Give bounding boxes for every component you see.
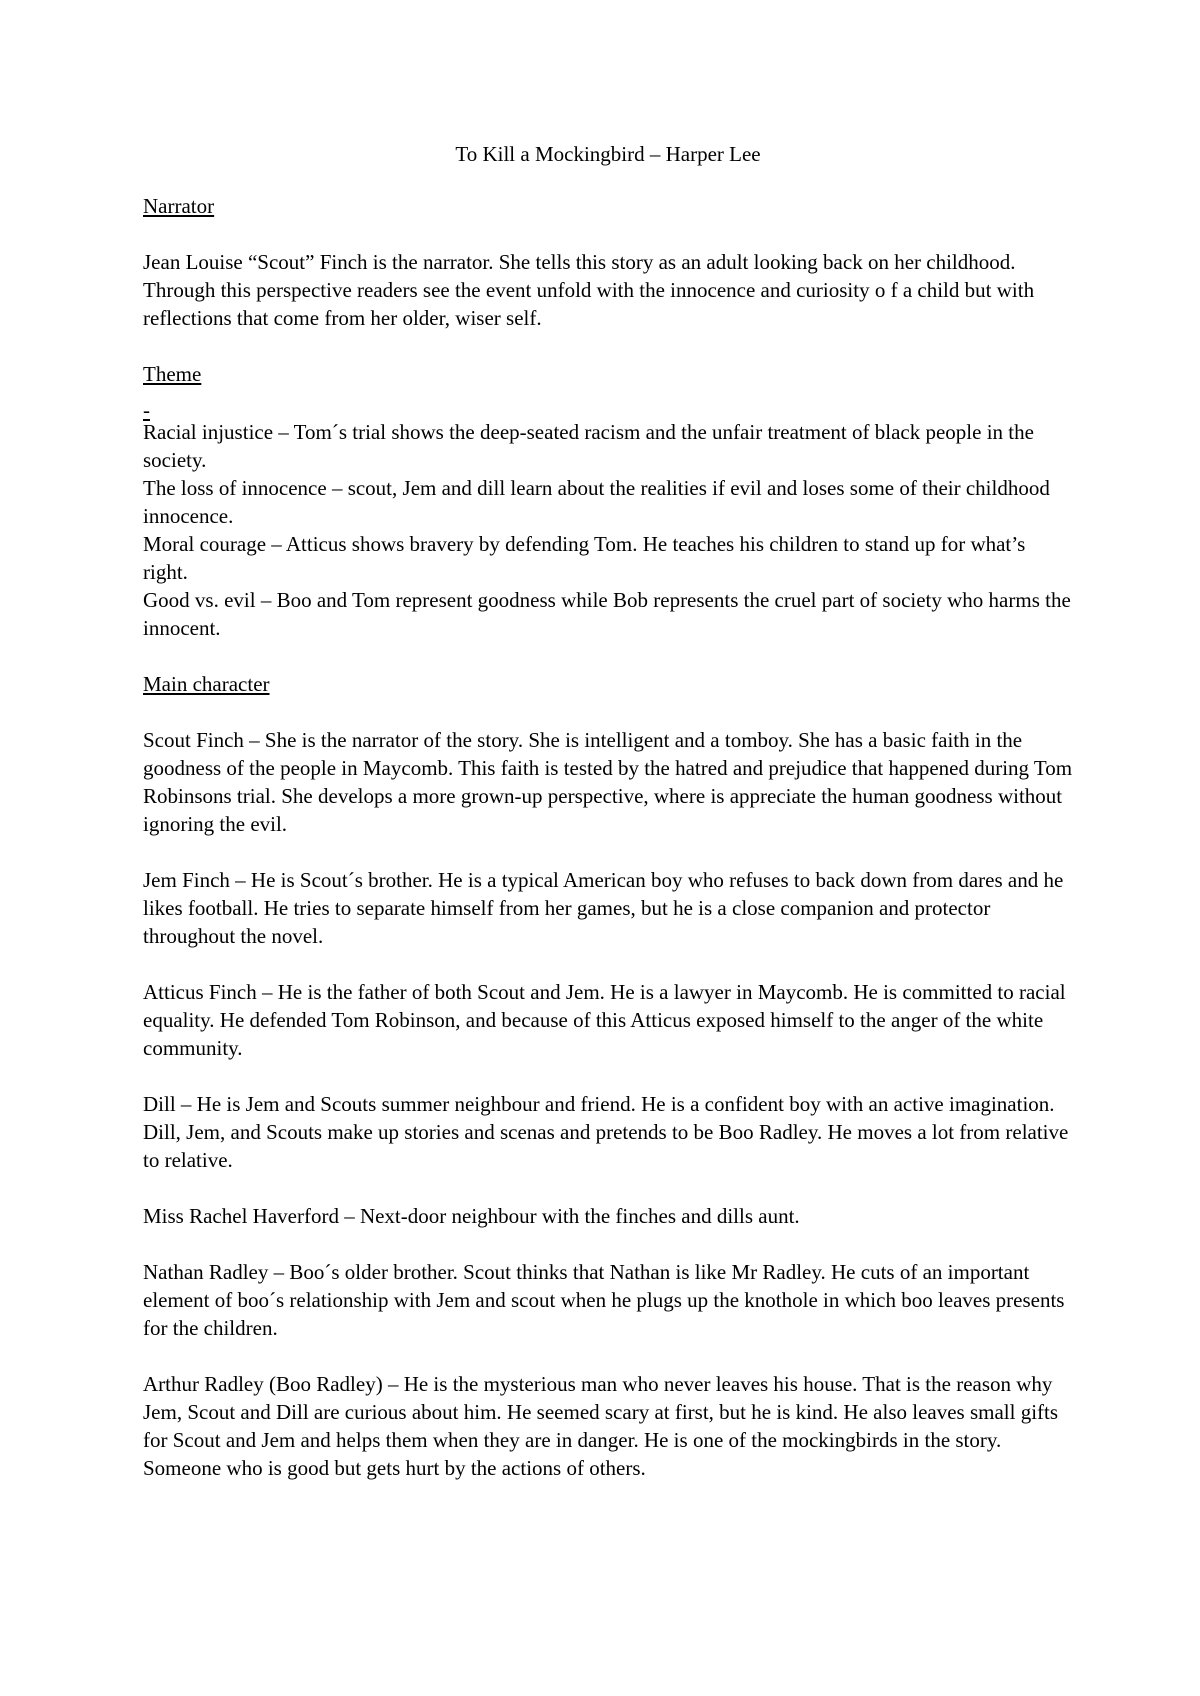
section-heading-main-character: Main character: [143, 672, 270, 696]
character-scout-finch: Scout Finch – She is the narrator of the story. She is intelligent and a tomboy. She has a basic faith in the goodness of the people in Maycomb. This faith is tested by the hatred and prejudice that happened during Tom Robinsons trial. She develops a more grown-up perspective, where is appreciate the human goodness without ignoring the evil.: [143, 728, 1073, 836]
section-heading-narrator: Narrator: [143, 194, 215, 218]
character-arthur-radley: Arthur Radley (Boo Radley) – He is the mysterious man who never leaves his house. That is the reason why Jem, Scout and Dill are curious about him. He seemed scary at first, but he is kind. He also leaves small gifts for Scout and Jem and helps them when they are in danger. He is one of the mockingbirds in the story. Someone who is good but gets hurt by the actions of others.: [143, 1372, 1059, 1480]
theme-item-moral-courage: Moral courage – Atticus shows bravery by defending Tom. He teaches his children to stand up for what’s right.: [143, 532, 1026, 584]
theme-item-racial-injustice: Racial injustice – Tom´s trial shows the deep-seated racism and the unfair treatment of black people in the society.: [143, 420, 1034, 472]
character-jem-finch: Jem Finch – He is Scout´s brother. He is a typical American boy who refuses to back down from dares and he likes football. He tries to separate himself from her games, but he is a close companion and protector throughout the novel.: [143, 868, 1064, 948]
theme-dash: -: [143, 398, 150, 422]
character-miss-rachel-haverford: Miss Rachel Haverford – Next-door neighbour with the finches and dills aunt.: [143, 1204, 800, 1228]
document-body: [143, 140, 1073, 1510]
section-heading-theme: Theme: [143, 362, 202, 386]
character-atticus-finch: Atticus Finch – He is the father of both Scout and Jem. He is a lawyer in Maycomb. He is committed to racial equality. He defended Tom Robinson, and because of this Atticus exposed himself to the anger of the white community.: [143, 980, 1066, 1060]
theme-item-good-vs-evil: Good vs. evil – Boo and Tom represent goodness while Bob represents the cruel part of society who harms the innocent.: [143, 588, 1071, 640]
document-title: To Kill a Mockingbird – Harper Lee: [455, 142, 761, 166]
theme-item-loss-of-innocence: The loss of innocence – scout, Jem and dill learn about the realities if evil and loses some of their childhood innocence.: [143, 476, 1050, 528]
character-nathan-radley: Nathan Radley – Boo´s older brother. Scout thinks that Nathan is like Mr Radley. He cuts of an important element of boo´s relationship with Jem and scout when he plugs up the knothole in which boo leaves presents for the children.: [143, 1260, 1065, 1340]
narrator-paragraph: Jean Louise “Scout” Finch is the narrator. She tells this story as an adult looking back on her childhood. Through this perspective readers see the event unfold with the innocence and curiosity o f a child but with reflections that come from her older, wiser self.: [143, 250, 1035, 330]
theme-list: [143, 396, 1073, 642]
character-dill: Dill – He is Jem and Scouts summer neighbour and friend. He is a confident boy with an active imagination. Dill, Jem, and Scouts make up stories and scenas and pretends to be Boo Radley. He moves a lot from relative to relative.: [143, 1092, 1069, 1172]
